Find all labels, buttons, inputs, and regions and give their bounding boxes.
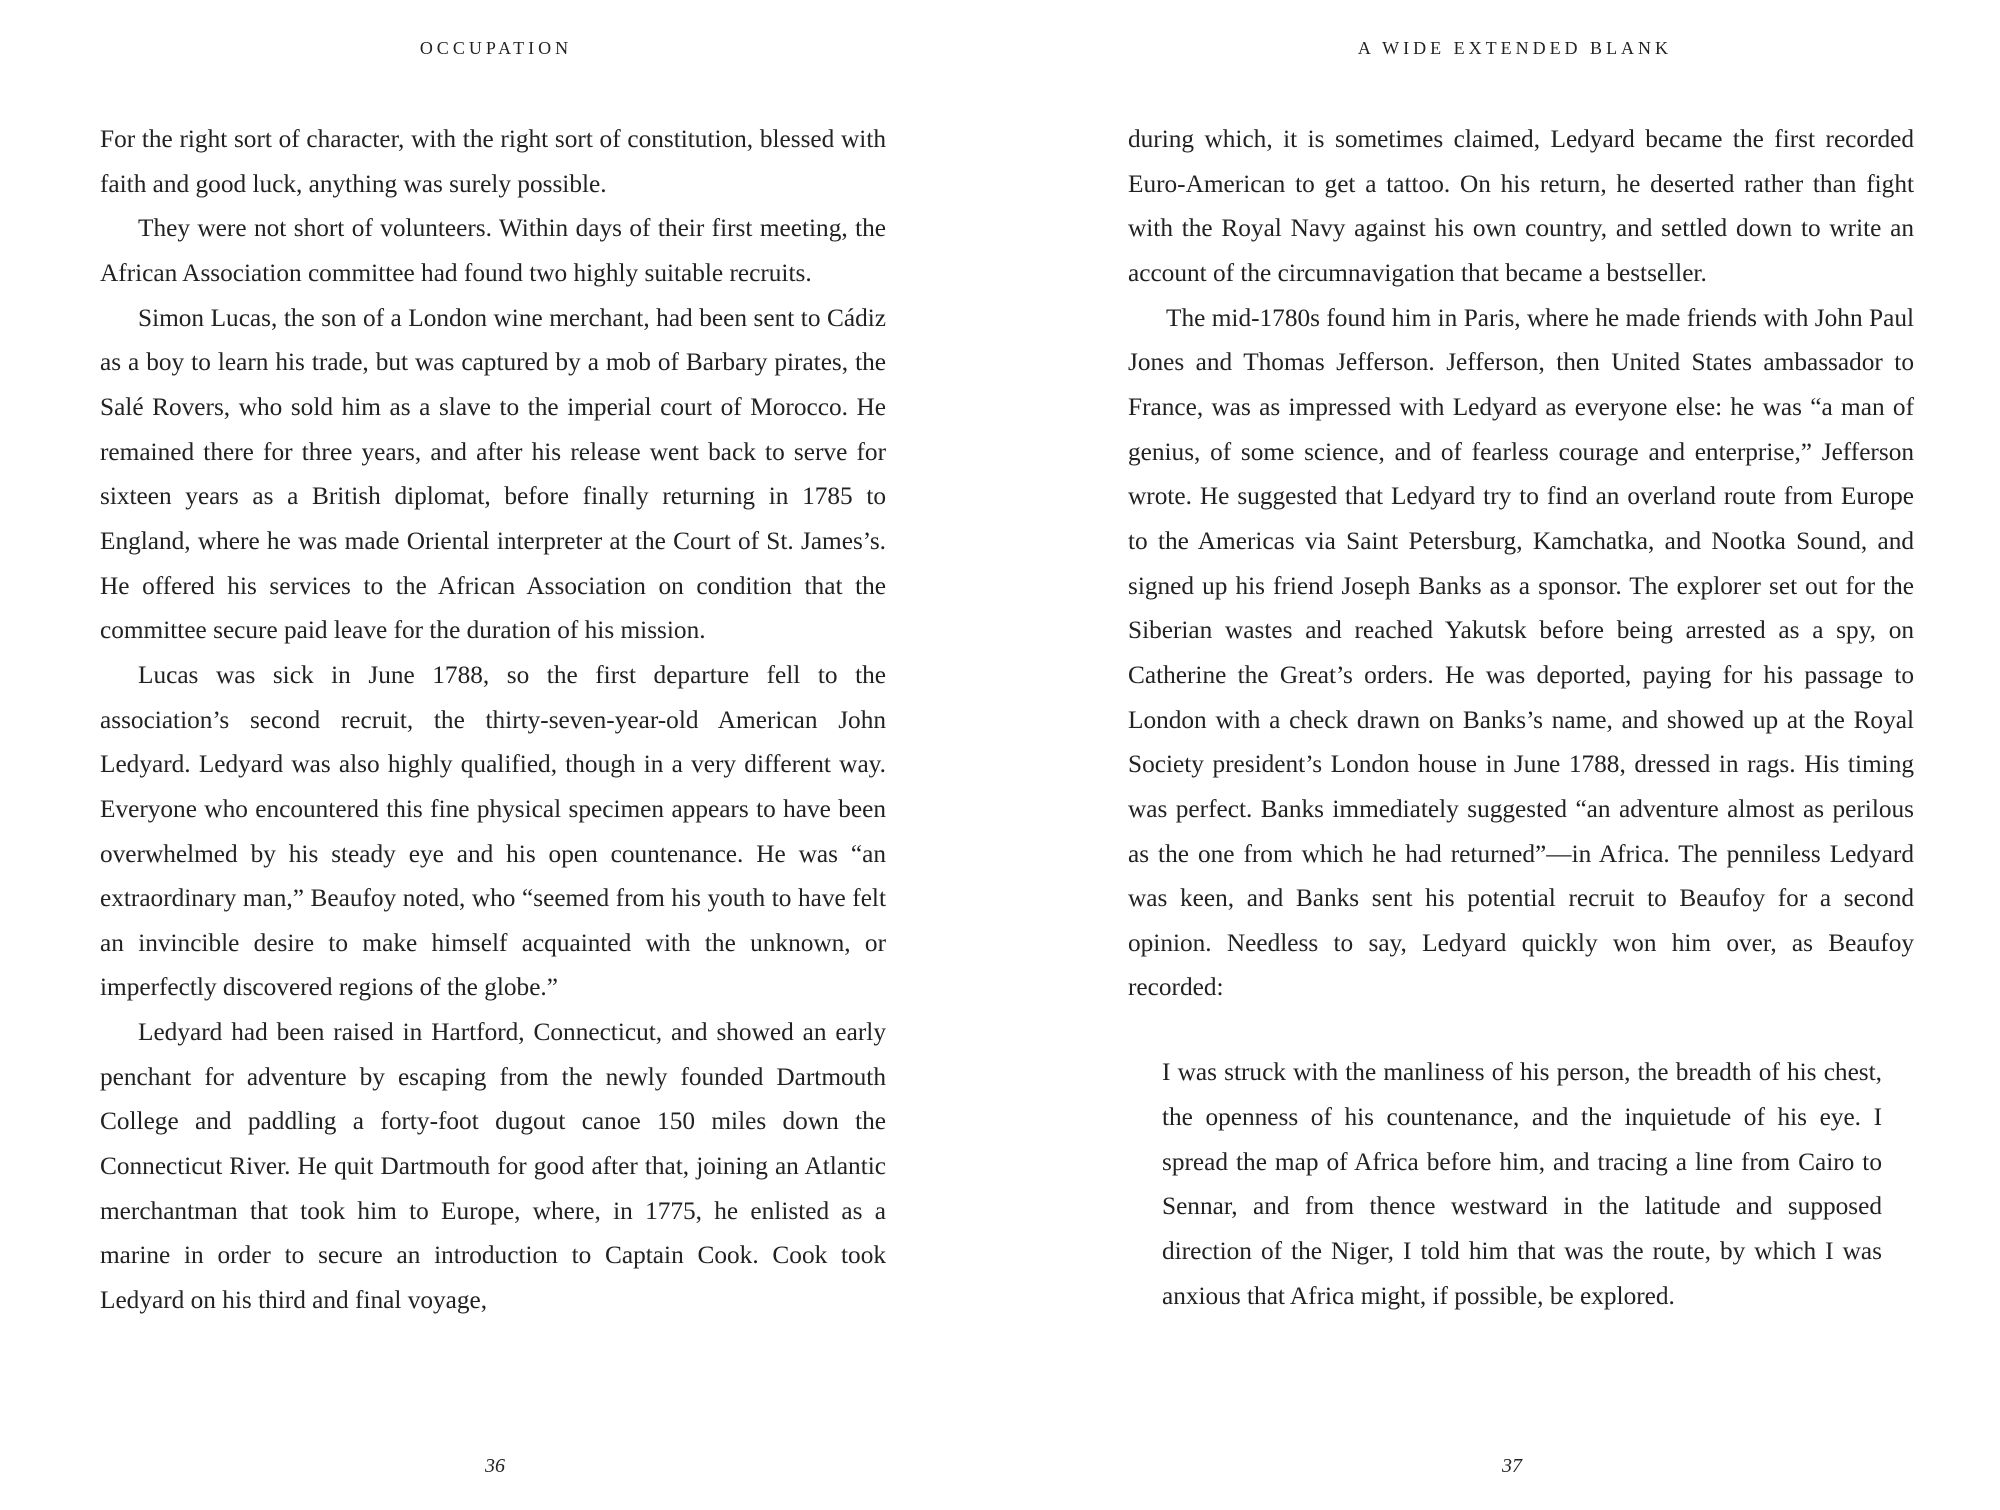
paragraph: The mid-1780s found him in Paris, where he made friends with John Paul Jones and Thomas Jefferson. Jefferson, then United States ambassador to France, was as impressed with Ledyard as everyone else: he was “a man of genius, of some science, and of fearless courage and enterprise,” Jefferson wrote. He suggested that Ledyard try to find an overland route from Europe to the Americas via Saint Petersburg, Kamchatka, and Nootka Sound, and signed up his friend Joseph Banks as a sponsor. The explorer set out for the Siberian wastes and reached Yakutsk before being arrested as a spy, on Catherine the Great’s orders. He was deported, paying for his passage to London with a check drawn on Banks’s name, and showed up at the Royal Society president’s London house in June 1788, dressed in rags. His timing was perfect. Banks immediately suggested “an adventure almost as perilous as the one from which he had returned”—in Africa. The penniless Ledyard was keen, and Banks sent his potential recruit to Beaufoy for a second opinion. Needless to say, Ledyard quickly won him over, as Beaufoy recorded: <box>1128 303 1914 1002</box>
left-page <box>100 0 900 1510</box>
quote-text: I was struck with the manliness of his person, the breadth of his chest, the openness of his countenance, and the inquietude of his eye. I spread the map of Africa before him, and tracing a line from Cairo to Sennar, and from thence westward in the latitude and supposed direction of the Niger, I told him that was the route, by which I was anxious that Africa might, if possible, be explored. <box>1162 1058 1882 1310</box>
page-body <box>1128 117 1914 1318</box>
paragraph: Simon Lucas, the son of a London wine merchant, had been sent to Cádiz as a boy to learn his trade, but was captured by a mob of Barbary pirates, the Salé Rovers, who sold him as a slave to the imperial court of Morocco. He remained there for three years, and after his release went back to serve for sixteen years as a British diplomat, before finally returning in 1785 to England, where he was made Oriental interpreter at the Court of St. James’s. He offered his services to the African Association on condition that the committee secure paid leave for the duration of his mission. <box>100 303 886 645</box>
paragraph: during which, it is sometimes claimed, Ledyard became the first recorded Euro-American to get a tattoo. On his return, he deserted rather than fight with the Royal Navy against his own country, and settled down to write an account of the circumnavigation that became a bestseller. <box>1128 125 1914 287</box>
paragraph: For the right sort of character, with the right sort of constitution, blessed with faith and good luck, anything was surely possible. <box>100 125 886 198</box>
page-body <box>100 117 886 1323</box>
paragraph: Ledyard had been raised in Hartford, Connecticut, and showed an early penchant for adventure by escaping from the newly founded Dartmouth College and paddling a forty-foot dugout canoe 150 miles down the Connecticut River. He quit Dartmouth for good after that, joining an Atlantic merchantman that took him to Europe, where, in 1775, he enlisted as a marine in order to secure an introduction to Captain Cook. Cook took Ledyard on his third and final voyage, <box>100 1018 886 1315</box>
right-page <box>1128 0 1928 1510</box>
block-quote <box>1162 1050 1882 1318</box>
running-head: A WIDE EXTENDED BLANK <box>1357 38 1673 58</box>
page-number: 37 <box>1502 1455 1522 1477</box>
running-head: OCCUPATION <box>419 38 573 58</box>
paragraph: Lucas was sick in June 1788, so the first departure fell to the association’s second recruit, the thirty-seven-year-old American John Ledyard. Ledyard was also highly qualified, though in a very different way. Everyone who encountered this fine physical specimen appears to have been overwhelmed by his steady eye and his open countenance. He was “an extraordinary man,” Beaufoy noted, who “seemed from his youth to have felt an invincible desire to make himself acquainted with the unknown, or imperfectly discovered regions of the globe.” <box>100 660 886 1002</box>
paragraph: They were not short of volunteers. Within days of their first meeting, the African Association committee had found two highly suitable recruits. <box>100 214 886 287</box>
page-number: 36 <box>485 1455 505 1477</box>
